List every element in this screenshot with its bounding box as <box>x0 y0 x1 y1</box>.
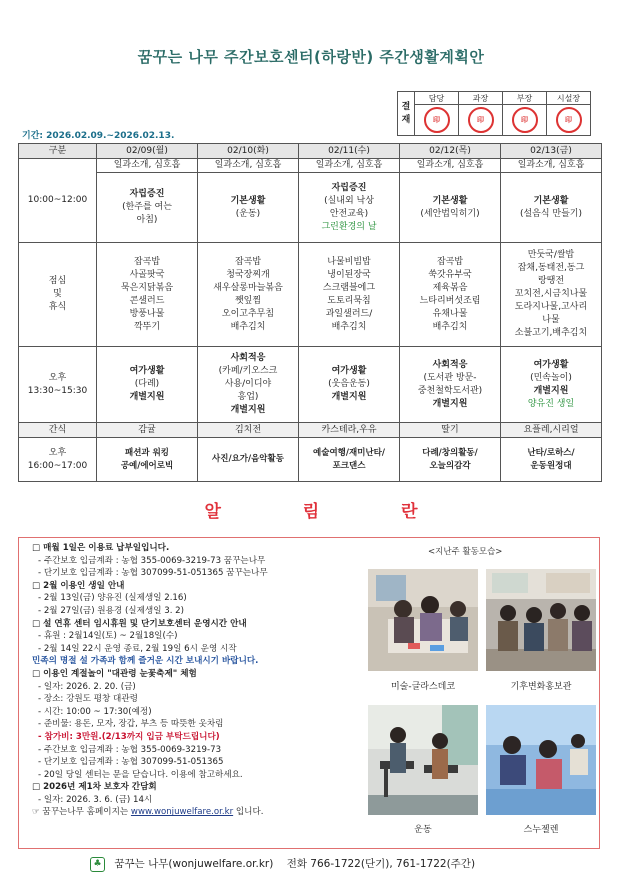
tree-logo-icon: ♣ <box>90 857 105 872</box>
lunch-menu-cell: 나물비빔밥 냉이된장국 스크램블에그 도토리묵침 과일샐러드/ 배추김치 <box>299 243 400 347</box>
homepage-link[interactable]: www.wonjuwelfare.or.kr <box>130 807 234 818</box>
afternoon-cell: 여가생활 (다례) 개별지원 <box>97 347 198 423</box>
morning-cell: 기본생활 (운동) <box>198 173 299 243</box>
notice-line: - 단기보호 입금계좌 : 농협 307099-51-051365 꿈꾸는나무 <box>38 568 268 579</box>
snack-cell: 감귤 <box>97 423 198 438</box>
notice-line: 민족의 명절 설 가족과 함께 즐거운 시간 보내시기 바랍니다. <box>32 656 259 667</box>
photos-title: <지난주 활동모습> <box>428 547 503 557</box>
notice-line: - 휴원 : 2월14일(토) ~ 2월18일(수) <box>38 631 178 642</box>
greeting-cell: 일과소개, 심호흡 <box>299 159 400 173</box>
approval-label: 결재 <box>398 92 415 136</box>
afternoon-cell: 사회적응 (카페/키오스크 사용/이디야 흥업) 개별지원 <box>198 347 299 423</box>
greeting-cell: 일과소개, 심호흡 <box>97 159 198 173</box>
photo-caption: 미술-글라스데코 <box>390 682 456 692</box>
approval-table <box>397 91 591 136</box>
footer <box>90 856 475 872</box>
footer-phone: 전화 766-1722(단기), 761-1722(주간) <box>286 858 476 870</box>
activity-photo-climate-center <box>486 569 596 671</box>
col-header: 02/13(금) <box>501 144 602 159</box>
morning-cell: 기본생활 (세안법익히기) <box>400 173 501 243</box>
activity-photo-exercise <box>368 705 478 815</box>
notice-line: - 준비물: 용돈, 모자, 장갑, 부츠 등 따뜻한 옷차림 <box>38 719 224 730</box>
notice-line: □ 매월 1일은 이용료 납부일입니다. <box>32 543 170 553</box>
green-day-note: 그린환경의 날 <box>321 221 377 232</box>
time-morning: 10:00~12:00 <box>19 159 97 243</box>
notice-line: - 일자: 2026. 2. 20. (금) <box>38 681 136 692</box>
notice-line: □ 설 연휴 센터 임시휴원 및 단기보호센터 운영시간 안내 <box>32 618 247 629</box>
col-header: 02/12(목) <box>400 144 501 159</box>
snack-cell: 카스테라,우유 <box>299 423 400 438</box>
evening-cell: 사진/요가/음악활동 <box>198 438 299 482</box>
approval-role: 부장 <box>503 92 547 105</box>
birthday-note: 양유진 생일 <box>527 398 575 409</box>
afternoon-cell: 여가생활 (웃음운동) 개별지원 <box>299 347 400 423</box>
notice-title: 알 림 란 <box>204 502 456 522</box>
morning-cell: 기본생활 (설음식 만들기) <box>501 173 602 243</box>
notice-line: - 2월 14일 22시 운영 종료, 2월 19일 6시 운영 시작 <box>38 643 237 654</box>
time-afternoon: 오후 13:30~15:30 <box>19 347 97 423</box>
red-seal-stamp-icon: 印 <box>468 107 494 133</box>
lunch-menu-cell: 잡곡밥 청국장찌개 새우살롱마늘볶음 쨋잎찜 오이고추무침 배추김치 <box>198 243 299 347</box>
time-lunch: 점심 및 휴식 <box>19 243 97 347</box>
afternoon-cell: 사회적응 (도서관 방문- 중천철학도서관) 개별지원 <box>400 347 501 423</box>
notice-line: - 시간: 10:00 ~ 17:30(예정) <box>38 706 152 717</box>
lunch-menu-cell: 잡곡밥 쑥갓유부국 제육볶음 느타리버섯조림 유채나물 배추김치 <box>400 243 501 347</box>
evening-cell: 예술여행/재미난타/ 포크댄스 <box>299 438 400 482</box>
notice-line: - 단기보호 입금계좌 : 농협 307099-51-051365 <box>38 757 224 768</box>
approval-role: 담당 <box>415 92 459 105</box>
homepage-line: ☞ 꿈꾸는나무 홈페이지는 www.wonjuwelfare.or.kr 입니다. <box>32 807 264 818</box>
notice-line: - 2월 27일(금) 원용경 (실제생일 3. 2) <box>38 605 184 616</box>
lunch-menu-cell: 잡곡밥 사골팟국 묵은지닭볶음 콘샐러드 방풍나물 깍뚜기 <box>97 243 198 347</box>
snack-cell: 딸기 <box>400 423 501 438</box>
activity-photo-glass-deco <box>368 569 478 671</box>
notice-line: - 주간보호 입금계좌 : 농협 355-0069-3219-73 <box>38 744 222 755</box>
page-title: 꿈꾸는 나무 주간보호센터(하랑반) 주간생활계획안 <box>137 48 485 66</box>
notice-list <box>32 542 372 819</box>
evening-cell: 난타/로하스/ 운동원정대 <box>501 438 602 482</box>
period-label: 기간: 2026.02.09.~2026.02.13. <box>22 131 175 141</box>
col-header: 구분 <box>19 144 97 159</box>
activity-photo-snoezelen <box>486 705 596 815</box>
photo-caption: 스누젤렌 <box>523 825 559 835</box>
notice-line: - 일자: 2026. 3. 6. (금) 14시 <box>38 794 153 805</box>
notice-line: □ 이용인 계절놀이 "대관령 눈꽃축제" 체험 <box>32 668 197 679</box>
notice-line: - 주간보호 입금계좌 : 농협 355-0069-3219-73 꿈꾸는나무 <box>38 555 266 566</box>
notice-line: - 2월 13일(금) 양유진 (실제생일 2.16) <box>38 593 187 604</box>
time-evening: 오후 16:00~17:00 <box>19 438 97 482</box>
schedule-table <box>18 143 602 482</box>
col-header: 02/11(수) <box>299 144 400 159</box>
red-seal-stamp-icon: 印 <box>424 107 450 133</box>
col-header: 02/10(화) <box>198 144 299 159</box>
greeting-cell: 일과소개, 심호흡 <box>400 159 501 173</box>
greeting-cell: 일과소개, 심호흡 <box>198 159 299 173</box>
snack-label: 간식 <box>19 423 97 438</box>
morning-cell: 자립증진 (한주를 여는 아침) <box>97 173 198 243</box>
snack-cell: 김치전 <box>198 423 299 438</box>
evening-cell: 다례/창의활동/ 오늘의감각 <box>400 438 501 482</box>
col-header: 02/09(월) <box>97 144 198 159</box>
footer-org-name: 꿈꾸는 나무(wonjuwelfare.or.kr) <box>114 858 274 870</box>
notice-line: □ 2월 이용인 생일 안내 <box>32 580 125 591</box>
notice-line: □ 2026년 제1차 보호자 간담회 <box>32 782 157 793</box>
red-seal-stamp-icon: 印 <box>512 107 538 133</box>
photo-caption: 기후변화홍보관 <box>510 682 572 692</box>
morning-cell: 자립증진 (실내외 낙상 안전교육) 그린환경의 날 <box>299 173 400 243</box>
photo-caption: 운동 <box>414 825 432 835</box>
notice-line: - 20일 당일 센터는 문을 닫습니다. 이용에 참고하세요. <box>38 769 243 780</box>
afternoon-cell: 여가생활 (민속놀이) 개별지원 양유진 생일 <box>501 347 602 423</box>
lunch-menu-cell: 만둣국/쌀밥 잡채,동태전,동그 랑땡전 꼬치전,시금치나물 도라지나물,고사리 나물 소불고기,배추김치 <box>501 243 602 347</box>
greeting-cell: 일과소개, 심호흡 <box>501 159 602 173</box>
notice-line: - 장소: 강원도 평창 대관령 <box>38 694 138 705</box>
evening-cell: 패션과 워킹 공예/에어로빅 <box>97 438 198 482</box>
notice-line: - 참가비: 3만원.(2/13까지 입금 부탁드립니다) <box>38 731 220 742</box>
approval-role: 시설장 <box>547 92 591 105</box>
snack-cell: 요플레,시리얼 <box>501 423 602 438</box>
red-seal-stamp-icon: 印 <box>556 107 582 133</box>
approval-role: 과장 <box>459 92 503 105</box>
